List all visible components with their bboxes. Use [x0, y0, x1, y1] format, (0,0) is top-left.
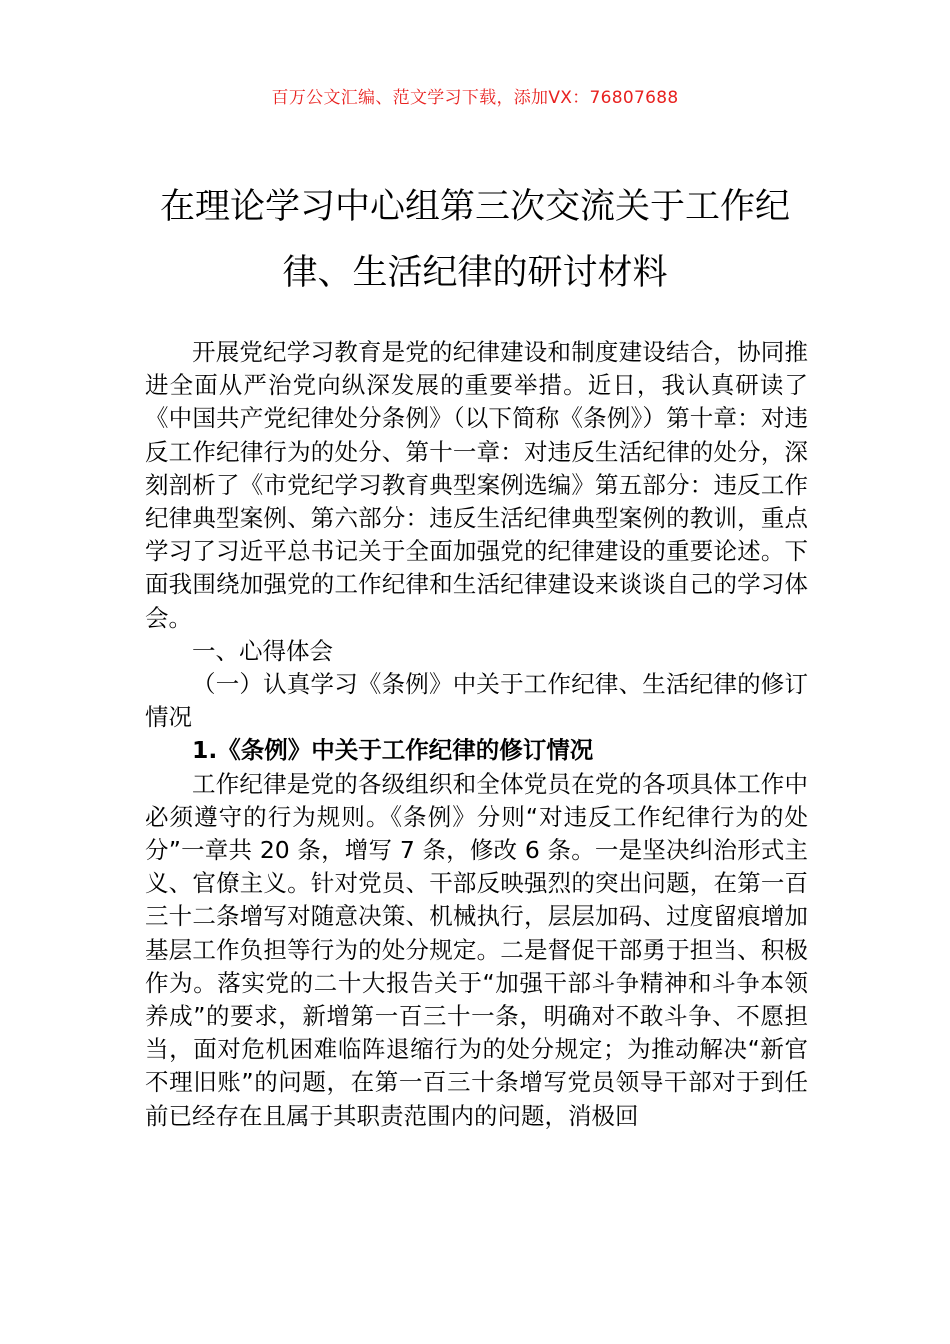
bold-subheading: 1.《条例》中关于工作纪律的修订情况 [192, 736, 594, 765]
body-paragraph: 工作纪律是党的各级组织和全体党员在党的各项具体工作中必须遵守的行为规则。《条例》分则“对违反工作纪律行为的处分”一章共 20 条，增写 7 条，修改 6 条。一是坚决纠治形式主义、官僚主义。针对党员、干部反映强烈的突出问题，在第一百三十二条增写对随意决策、机械执行，层层加码、过度留痕增加基层工作负担等行为的处分规定。二是督促干部勇于担当、积极作为。落实党的二十大报告关于“加强干部斗争精神和斗争本领养成”的要求，新增第一百三十一条，明确对不敢斗争、不愿担当，面对危机困难临阵退缩行为的处分规定；为推动解决“新官不理旧账”的问题，在第一百三十条增写党员领导干部对于到任前已经存在且属于其职责范围内的问题，消极回 [145, 769, 808, 1130]
subsection-heading: （一）认真学习《条例》中关于工作纪律、生活纪律的修订情况 [145, 670, 808, 732]
header-watermark-note: 百万公文汇编、范文学习下载，添加VX：76807688 [271, 88, 679, 108]
intro-paragraph: 开展党纪学习教育是党的纪律建设和制度建设结合，协同推进全面从严治党向纵深发展的重要举措。近日，我认真研读了《中国共产党纪律处分条例》（以下简称《条例》）第十章：对违反工作纪律行为的处分、第十一章：对违反生活纪律的处分，深刻剖析了《市党纪学习教育典型案例选编》第五部分：违反工作纪律典型案例、第六部分：违反生活纪律典型案例的教训，重点学习了习近平总书记关于全面加强党的纪律建设的重要论述。下面我围绕加强党的工作纪律和生活纪律建设来谈谈自己的学习体会。 [145, 338, 808, 632]
section-heading: 一、心得体会 [192, 636, 333, 665]
document-body [145, 336, 808, 1133]
document-title: 在理论学习中心组第三次交流关于工作纪律、生活纪律的研讨材料 [159, 187, 790, 293]
